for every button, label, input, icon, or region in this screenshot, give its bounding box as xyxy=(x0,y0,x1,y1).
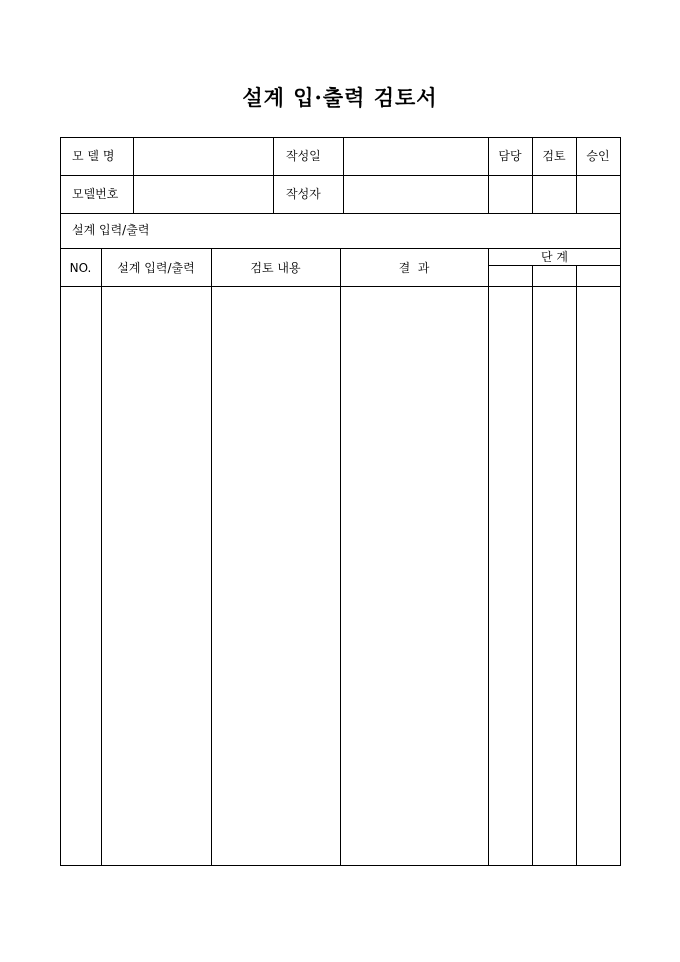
col-header-stage: 단 계 xyxy=(541,250,568,264)
review-form xyxy=(60,137,621,866)
col-header-review: 검토 내용 xyxy=(250,261,301,275)
line-stage-sub xyxy=(488,265,621,266)
col-header-result: 결 과 xyxy=(398,261,430,275)
approval-approve-label: 승인 xyxy=(586,149,610,163)
col-header-no: NO. xyxy=(69,261,92,275)
table-body[interactable] xyxy=(61,287,620,865)
document-title: 설계 입·출력 검토서 xyxy=(242,85,438,110)
line-row2 xyxy=(60,213,621,214)
approval-charge-label: 담당 xyxy=(498,149,522,163)
approval-review-label: 검토 xyxy=(542,149,566,163)
author-field[interactable] xyxy=(344,176,488,213)
model-number-field[interactable] xyxy=(134,176,273,213)
col-header-io: 설계 입력/출력 xyxy=(117,261,195,275)
author-label: 작성자 xyxy=(286,187,321,201)
section-io-label: 설계 입력/출력 xyxy=(72,223,150,237)
date-label: 작성일 xyxy=(286,149,321,163)
model-name-label: 모 델 명 xyxy=(72,149,115,163)
model-number-label: 모델번호 xyxy=(72,187,119,201)
line-hdr-v2 xyxy=(273,137,274,213)
line-right xyxy=(620,137,621,866)
date-field[interactable] xyxy=(344,138,488,175)
model-name-field[interactable] xyxy=(134,138,273,175)
